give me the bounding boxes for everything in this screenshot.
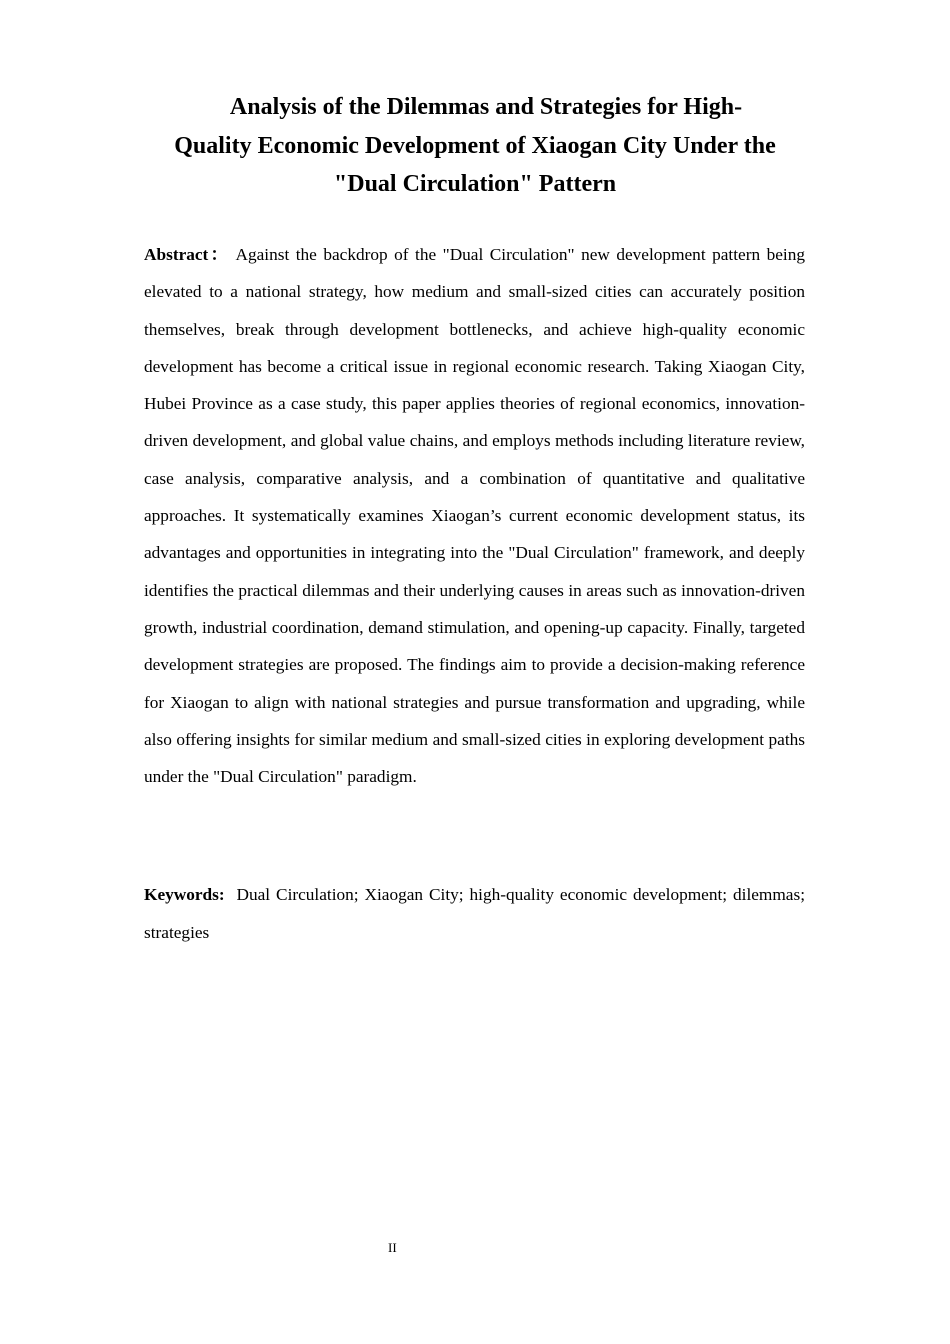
keywords-paragraph (144, 876, 805, 951)
title-line-2: Quality Economic Development of Xiaogan City Under the (174, 132, 776, 159)
abstract-text: Against the backdrop of the "Dual Circulation" new development pattern being elevated to a national strategy, how medium and small-sized cities can accurately position themselves, break through development bottlenecks, and achieve high-quality economic development has become a critical issue in regional economic research. Taking Xiaogan City, Hubei Province as a case study, this paper applies theories of regional economics, innovation-driven development, and global value chains, and employs methods including literature review, case analysis, comparative analysis, and a combination of quantitative and qualitative approaches. It systematically examines Xiaogan’s current economic development status, its advantages and opportunities in integrating into the "Dual Circulation" framework, and deeply identifies the practical dilemmas and their underlying causes in areas such as innovation-driven growth, industrial coordination, demand stimulation, and opening-up capacity. Finally, targeted development strategies are proposed. The findings aim to provide a decision-making reference for Xiaogan to align with national strategies and pursue transformation and upgrading, while also offering insights for similar medium and small-sized cities in exploring development paths under the "Dual Circulation" paradigm. (144, 245, 805, 787)
title-line-3: "Dual Circulation" Pattern (333, 171, 617, 197)
page-number: II (388, 1240, 397, 1255)
keywords-text: Dual Circulation; Xiaogan City; high-quality economic development; dilemmas; strategies (144, 885, 806, 942)
title-line-1: Analysis of the Dilemmas and Strategies for High- (229, 94, 743, 120)
paper-title (140, 88, 810, 204)
keywords-label: Keywords: (144, 885, 225, 904)
abstract-label: Abstract： (144, 245, 230, 264)
abstract-paragraph (144, 236, 805, 795)
